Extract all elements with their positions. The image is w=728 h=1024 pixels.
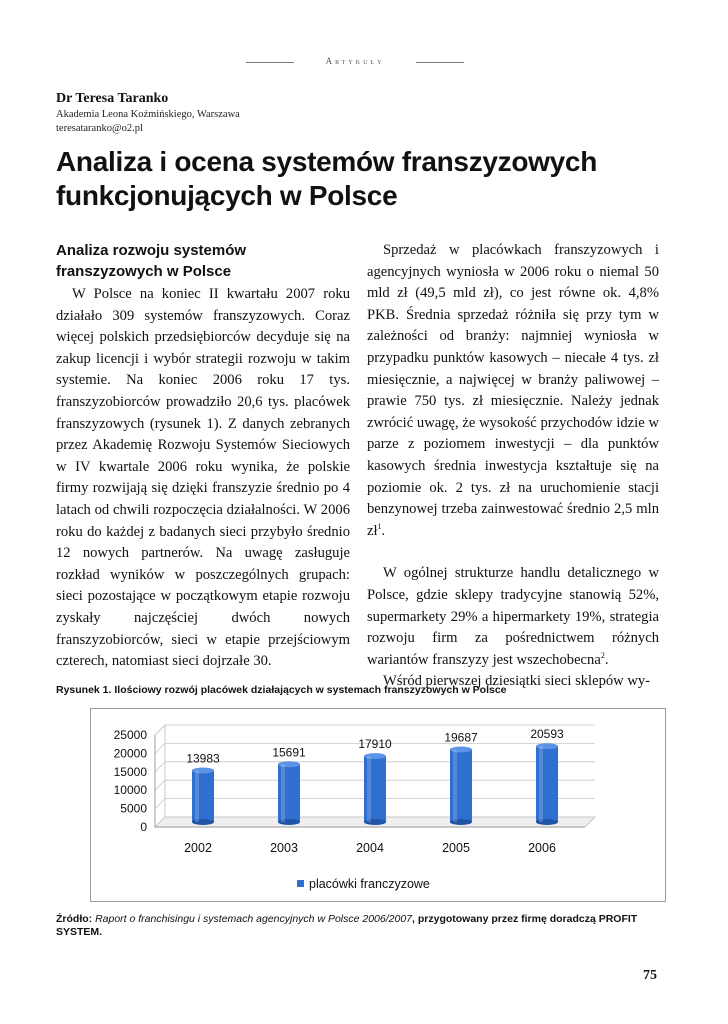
bar-highlight	[281, 764, 285, 822]
right-paragraph-2-end: .	[604, 651, 609, 668]
right-paragraph-1-end: .	[381, 522, 386, 539]
bar-chart	[90, 708, 666, 902]
data-label: 17910	[358, 737, 392, 752]
author-affiliation: Akademia Leona Koźmińskiego, Warszawa	[56, 109, 240, 120]
y-tick-label: 20000	[113, 746, 147, 761]
y-tick-label: 15000	[113, 764, 147, 779]
section-label: Artykuły	[325, 56, 385, 66]
bar-highlight	[367, 756, 371, 822]
right-paragraph-1-text: Sprzedaż w placówkach franszyzowych i agencyjnych wyniosła w 2006 roku o niemal 50 mld zł (49,5 mld zł), co jest równe ok. 4,8% PKB. Średnia sprzedaż różniła się przy tym w zależności od branży: najmniej wyniosła w przypadku punktów kasowych – niecałe 4 tys. zł miesięcznie, a najwięcej w branży paliwowej – prawie 750 tys. zł miesięcznie. Należy jednak zwrócić uwagę, że wysokość przychodów idzie w parze z poziomem inwestycji – dla punktów kasowych średnia inwestycja kształtuje się na poziomie ok. 2 tys. zł na uruchomienie stacji benzynowej trzeba zainwestować średnio 2,5 mln zł	[367, 242, 659, 539]
data-label: 15691	[272, 745, 306, 760]
x-tick-label: 2005	[442, 841, 470, 855]
footnote-ref-1: 1	[377, 521, 382, 531]
y-tick-label: 0	[140, 820, 147, 834]
data-label: 20593	[530, 727, 564, 742]
y-tick-label: 25000	[113, 728, 147, 742]
bar-highlight	[453, 750, 457, 822]
section-heading: Analiza rozwoju systemów franszyzowych w Polsce	[56, 242, 247, 280]
data-label: 19687	[444, 730, 478, 745]
right-paragraph-1	[367, 240, 659, 542]
figure-source	[56, 913, 666, 939]
x-tick-label: 2003	[270, 841, 298, 855]
bar-highlight	[539, 746, 543, 822]
data-label: 13983	[186, 751, 220, 766]
legend-label: placówki franczyzowe	[309, 877, 430, 891]
author-name: Dr Teresa Taranko	[56, 91, 169, 106]
page-number: 75	[643, 968, 657, 983]
source-title: Raport o franchisingu i systemach agencyjnych w Polsce 2006/2007	[95, 913, 413, 925]
gridline	[155, 725, 595, 735]
source-rest: , przygotowany przez firmę doradczą PROFIT SYSTEM.	[56, 913, 638, 938]
y-tick-label: 10000	[113, 783, 147, 798]
right-paragraph-2	[367, 563, 659, 671]
x-tick-label: 2002	[184, 841, 212, 855]
left-column	[56, 240, 350, 673]
bar-highlight	[195, 771, 199, 822]
left-paragraph: W Polsce na koniec II kwartału 2007 roku działało 309 systemów franszyzowych. Coraz więcej polskich przedsiębiorców decyduje się na zakup licencji i wybór strategii rozwoju w takim systemie. Na koniec 2006 roku 17 tys. franszyzobiorców prowadziło 20,6 tys. placówek franszyzowych (rysunek 1). Z danych zebranych przez Akademię Rozwoju Systemów Sieciowych w IV kwartale 2006 roku wynika, że polskie firmy rozwijają się dzięki franszyzie średnio po 4 latach od chwili rozpoczęcia działalności. W 2006 roku do każdej z badanych sieci przybyło średnio 12 nowych partnerów. Na uwagę zasługuje rozkład wyników w poszczególnych grupach: sieci pozostające w początkowym etapie rozwoju zyskały najczęściej dwóch nowych franszyzobiorców, sieci w etapie przejściowym czterech, natomiast sieci dojrzałe 30.	[56, 286, 350, 670]
right-paragraph-2-text: W ogólnej strukturze handlu detalicznego w Polsce, gdzie sklepy tradycyjne stanowią 52%, supermarkety 29% a hipermarkety 19%, strategia rozwoju firm za pośrednictwem różnych wariantów franszyzy jest wszechobecna	[367, 565, 659, 668]
article-title: Analiza i ocena systemów franszyzowych funkcjonujących w Polsce	[56, 146, 598, 211]
x-tick-label: 2006	[528, 841, 556, 855]
right-column	[367, 240, 659, 693]
chart-svg	[91, 709, 665, 901]
y-tick-label: 5000	[120, 801, 147, 816]
figure-caption: Rysunek 1. Ilościowy rozwój placówek działających w systemach franszyzowych w Polsce	[56, 684, 507, 696]
author-email[interactable]: teresataranko@o2.pl	[56, 123, 143, 134]
running-header	[246, 56, 464, 70]
source-label: Źródło:	[56, 913, 93, 925]
footnote-ref-2: 2	[600, 650, 605, 660]
right-paragraph-3: Wśród pierwszej dziesiątki sieci sklepów wy-	[383, 673, 651, 690]
x-tick-label: 2004	[356, 841, 384, 855]
legend-swatch	[297, 880, 304, 887]
header-rule-right	[416, 62, 464, 63]
